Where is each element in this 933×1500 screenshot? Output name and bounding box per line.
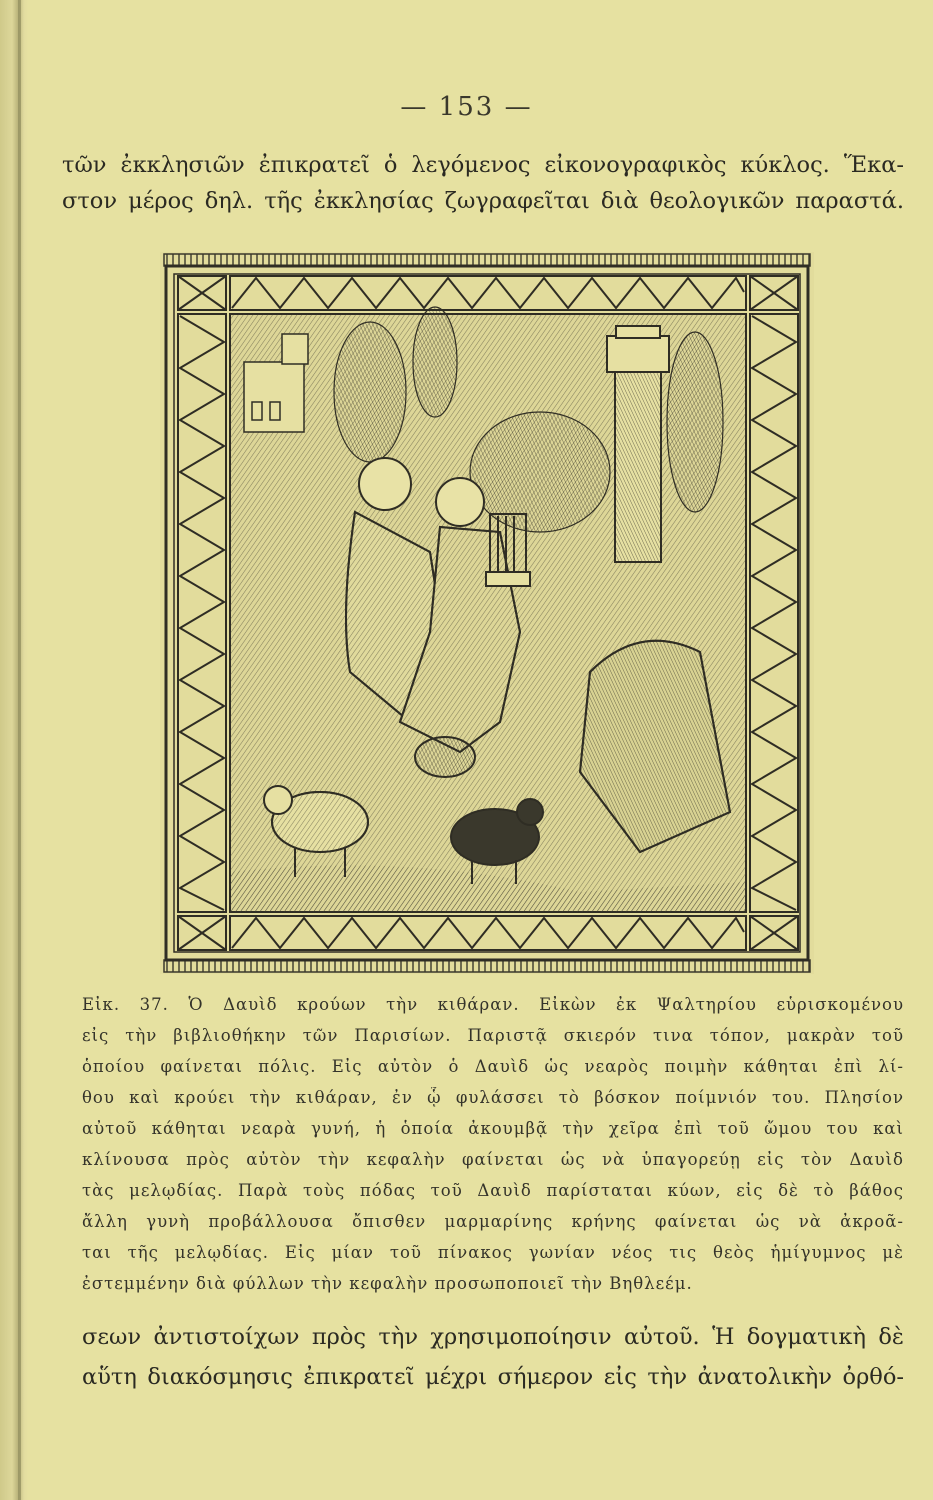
- bottom-ruled-band: [164, 960, 810, 972]
- caption-line-4: θου καὶ κρούει τὴν κιθάραν, ἐν ᾧ φυλάσσει τὸ βόσκον ποίμνιόν του. Πλησίον: [82, 1088, 904, 1107]
- body-line-4: αὕτη διακόσμησις ἐπικρατεῖ μέχρι σήμερον εἰς τὴν ἀνατολικὴν ὀρθό-: [82, 1364, 904, 1390]
- body-line-2: στον μέρος δηλ. τῆς ἐκκλησίας ζωγραφεῖται διὰ θεολογικῶν παραστά.: [62, 188, 904, 214]
- caption-line-3: ὁποίου φαίνεται πόλις. Εἰς αὐτὸν ὁ Δαυὶδ ὡς νεαρὸς ποιμὴν κάθηται ἐπὶ λί-: [82, 1057, 904, 1076]
- top-ruled-band: [164, 254, 810, 266]
- engraving-illustration: [160, 252, 814, 974]
- page-binding-edge: [0, 0, 28, 1500]
- caption-line-2: εἰς τὴν βιβλιοθήκην τῶν Παρισίων. Παριστᾷ σκιερόν τινα τόπον, μακρὰν τοῦ: [82, 1026, 904, 1045]
- figure-engraving-david-harp: [160, 252, 814, 974]
- caption-line-8: ἄλλη γυνὴ προβάλλουσα ὄπισθεν μαρμαρίνης κρήνης φαίνεται ὡς νὰ ἀκροᾶ-: [82, 1212, 904, 1231]
- body-line-3: σεων ἀντιστοίχων πρὸς τὴν χρησιμοποίησιν αὐτοῦ. Ἡ δογματικὴ δὲ: [82, 1324, 904, 1350]
- body-line-1: τῶν ἐκκλησιῶν ἐπικρατεῖ ὁ λεγόμενος εἰκονογραφικὸς κύκλος. Ἕκα-: [62, 152, 904, 178]
- binding-margin-line: [18, 0, 21, 1500]
- marble-fountain: [607, 326, 669, 562]
- caption-line-7: τὰς μελῳδίας. Παρὰ τοὺς πόδας τοῦ Δαυὶδ παρίσταται κύων, εἰς δὲ τὸ βάθος: [82, 1181, 904, 1200]
- caption-line-6: κλίνουσα πρὸς αὐτὸν τὴν κεφαλὴν φαίνεται ὡς νὰ ὑπαγορεύῃ εἰς τὸν Δαυὶδ: [82, 1150, 904, 1169]
- caption-line-10: ἐστεμμένην διὰ φύλλων τὴν κεφαλὴν προσωποποιεῖ τὴν Βηθλεέμ.: [82, 1274, 693, 1293]
- caption-line-5: αὐτοῦ κάθηται νεαρὰ γυνή, ἡ ὁποία ἀκουμβᾷ τὴν χεῖρα ἐπὶ τοῦ ὤμου του καὶ: [82, 1119, 904, 1138]
- caption-line-1: Εἰκ. 37. Ὁ Δαυὶδ κρούων τὴν κιθάραν. Εἰκὼν ἐκ Ψαλτηρίου εὑρισκομένου: [82, 995, 904, 1014]
- caption-line-9: ται τῆς μελῳδίας. Εἰς μίαν τοῦ πίνακος γωνίαν νέος τις θεὸς ἡμίγυμνος μὲ: [82, 1243, 904, 1262]
- page-number: — 153 —: [400, 92, 533, 122]
